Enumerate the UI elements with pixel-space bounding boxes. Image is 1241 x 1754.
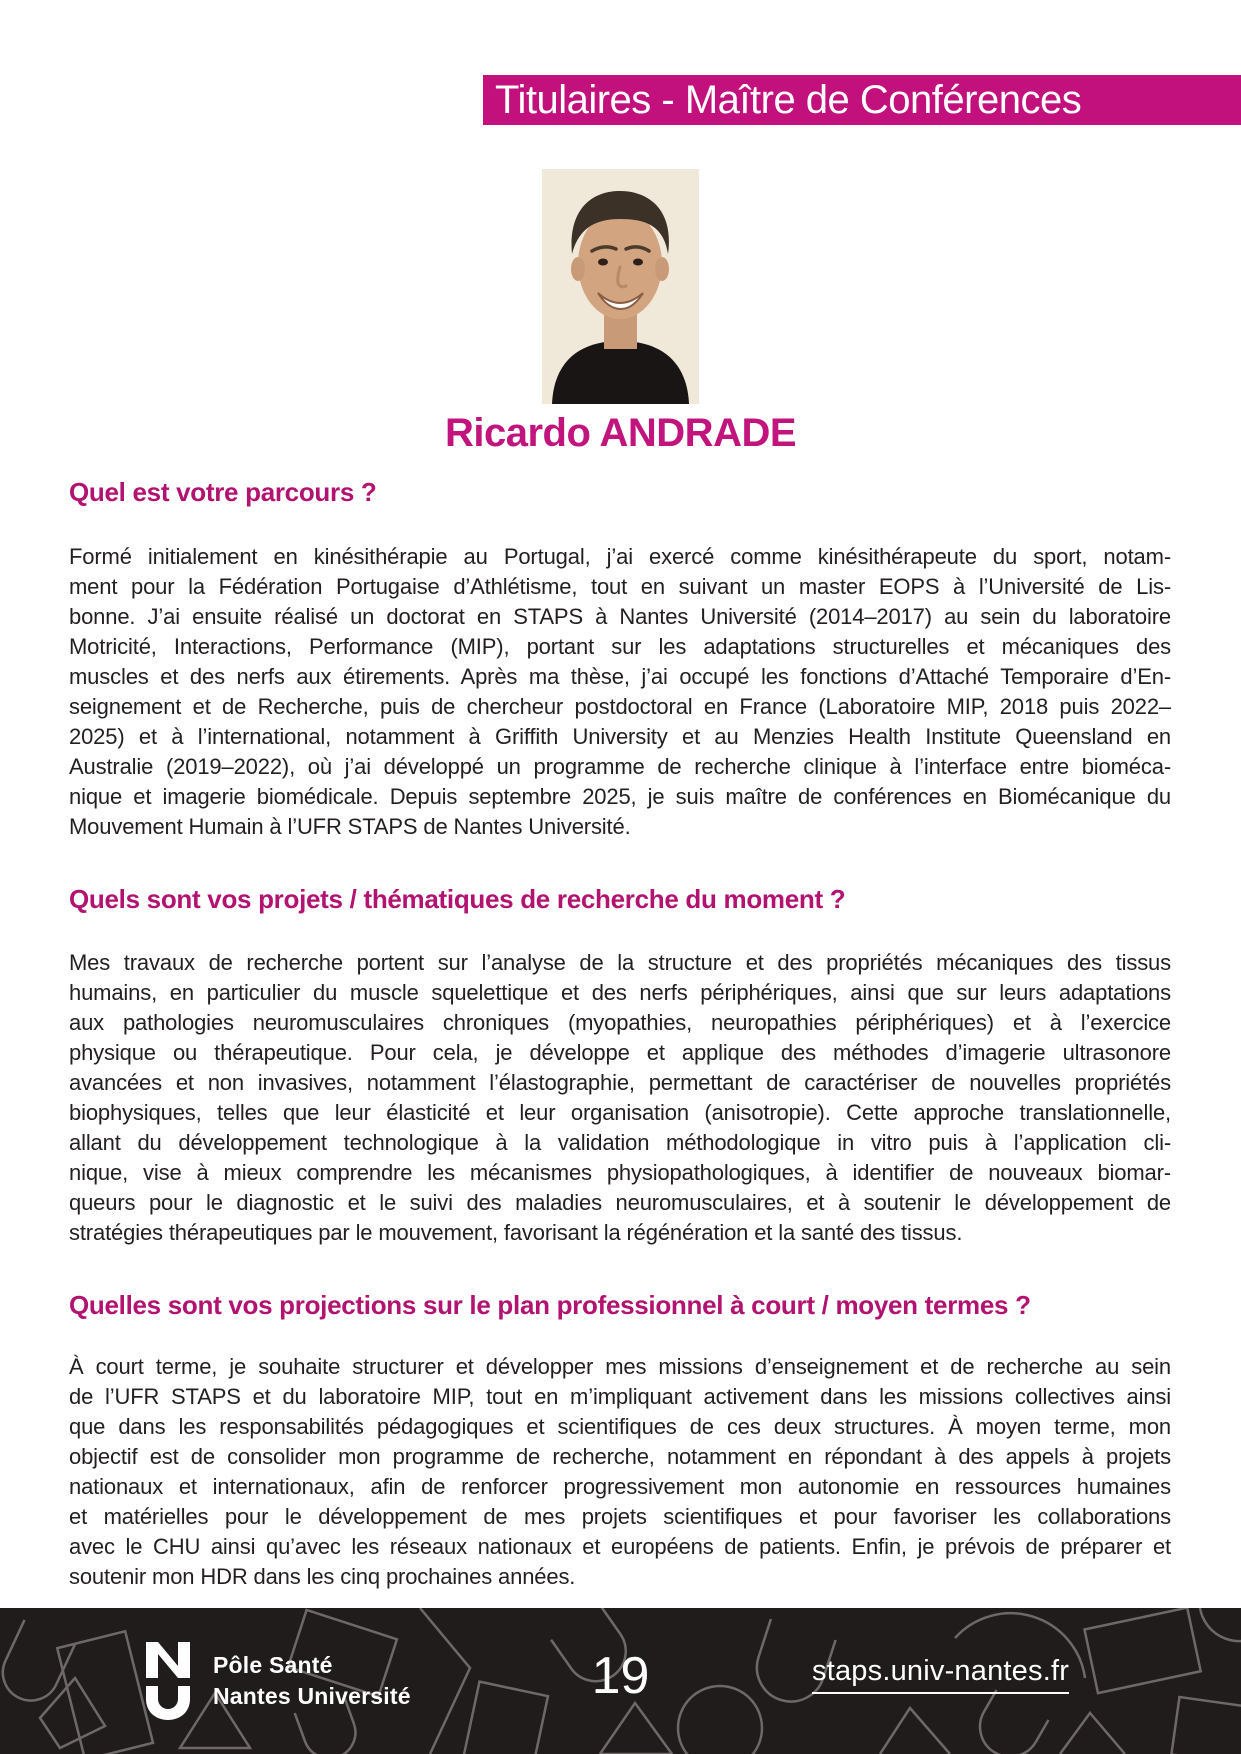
website-link[interactable]: staps.univ-nantes.fr	[812, 1655, 1069, 1694]
text-line: À court terme, je souhaite structurer et développer mes missions d’enseignement et de recherche au sein	[69, 1354, 1171, 1379]
paragraph-parcours	[69, 542, 1171, 842]
org-line-1: Pôle Santé	[213, 1652, 333, 1678]
text-line: avec le CHU ainsi qu’avec les réseaux nationaux et européens de patients. Enfin, je prévois de préparer et	[69, 1534, 1171, 1559]
org-line-2: Nantes Université	[213, 1683, 411, 1709]
text-line: stratégies thérapeutiques par le mouvement, favorisant la régénération et la santé des tissus.	[69, 1220, 963, 1245]
text-line: bonne. J’ai ensuite réalisé un doctorat en STAPS à Nantes Université (2014–2017) au sein du laboratoire	[69, 604, 1171, 629]
section-heading-parcours: Quel est votre parcours ?	[69, 477, 377, 507]
text-line: de l’UFR STAPS et du laboratoire MIP, tout en m’impliquant activement dans les missions collectives ainsi	[69, 1384, 1171, 1409]
text-line: 2025) et à l’international, notamment à Griffith University et au Menzies Health Institute Queensland en	[69, 724, 1171, 749]
section-heading-projets: Quels sont vos projets / thématiques de recherche du moment ?	[69, 884, 846, 914]
text-line: allant du développement technologique à la validation méthodologique in vitro puis à l’application cli-	[69, 1130, 1171, 1155]
paragraph-projets	[69, 948, 1171, 1248]
text-line: humains, en particulier du muscle squelettique et des nerfs périphériques, ainsi que sur leurs adaptations	[69, 980, 1171, 1005]
person-name: Ricardo ANDRADE	[444, 411, 797, 455]
text-line: Australie (2019–2022), où j’ai développé un programme de recherche clinique à l’interface entre bioméca-	[69, 754, 1171, 779]
text-line: et matérielles pour le développement de mes projets scientifiques et pour favoriser les collaborations	[69, 1504, 1171, 1529]
text-line: Formé initialement en kinésithérapie au Portugal, j’ai exercé comme kinésithérapeute du sport, notam-	[69, 544, 1171, 569]
text-line: nique et imagerie biomédicale. Depuis septembre 2025, je suis maître de conférences en Biomécanique du	[69, 784, 1171, 809]
text-line: biophysiques, telles que leur élasticité et leur organisation (anisotropie). Cette approche translationnelle,	[69, 1100, 1171, 1125]
text-line: muscles et des nerfs aux étirements. Après ma thèse, j’ai occupé les fonctions d’Attaché Temporaire d’En-	[69, 664, 1171, 689]
text-line: avancées et non invasives, notamment l’élastographie, permettant de caractériser de nouvelles propriétés	[69, 1070, 1171, 1095]
portrait-photo	[542, 169, 699, 404]
category-banner-label: Titulaires - Maître de Conférences	[495, 77, 1082, 122]
text-line: soutenir mon HDR dans les cinq prochaines années.	[69, 1564, 576, 1589]
text-line: ment pour la Fédération Portugaise d’Athlétisme, tout en suivant un master EOPS à l’Université de Lis-	[69, 574, 1171, 599]
page-number: 19	[591, 1647, 650, 1705]
nantes-universite-logo	[142, 1642, 194, 1720]
text-line: Mouvement Humain à l’UFR STAPS de Nantes Université.	[69, 814, 631, 839]
portrait-illustration	[542, 169, 699, 404]
text-line: que dans les responsabilités pédagogiques et scientifiques de ces deux structures. À moyen terme, mon	[69, 1414, 1171, 1439]
text-line: Mes travaux de recherche portent sur l’analyse de la structure et des propriétés mécaniques des tissus	[69, 950, 1171, 975]
text-line: aux pathologies neuromusculaires chroniques (myopathies, neuropathies périphériques) et à l’exercice	[69, 1010, 1171, 1035]
footer-organization	[213, 1650, 411, 1712]
section-heading-projections: Quelles sont vos projections sur le plan professionnel à court / moyen termes ?	[69, 1290, 1031, 1320]
text-line: seignement et de Recherche, puis de chercheur postdoctoral en France (Laboratoire MIP, 2018 puis 2022–	[69, 694, 1171, 719]
text-line: queurs pour le diagnostic et le suivi des maladies neuromusculaires, et à soutenir le développement de	[69, 1190, 1171, 1215]
category-banner	[483, 75, 1241, 125]
text-line: nationaux et internationaux, afin de renforcer progressivement mon autonomie en ressources humaines	[69, 1474, 1171, 1499]
text-line: Motricité, Interactions, Performance (MIP), portant sur les adaptations structurelles et mécaniques des	[69, 634, 1171, 659]
text-line: objectif est de consolider mon programme de recherche, notamment en répondant à des appels à projets	[69, 1444, 1171, 1469]
text-line: nique, vise à mieux comprendre les mécanismes physiopathologiques, à identifier de nouveaux biomar-	[69, 1160, 1171, 1185]
footer	[0, 1608, 1241, 1754]
text-line: physique ou thérapeutique. Pour cela, je développe et applique des méthodes d’imagerie ultrasonore	[69, 1040, 1171, 1065]
paragraph-projections	[69, 1352, 1171, 1592]
